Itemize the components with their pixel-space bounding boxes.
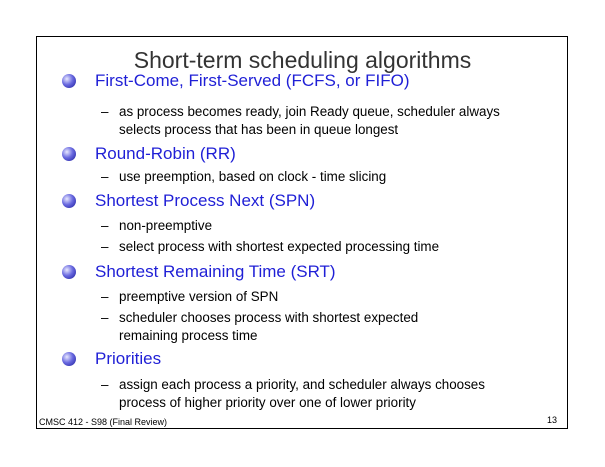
sub-item xyxy=(101,376,526,412)
sub-item-text: non-preemptive xyxy=(119,218,213,233)
slide-title: Short-term scheduling algorithms xyxy=(133,47,472,73)
topic-priorities xyxy=(62,348,161,370)
sub-item xyxy=(101,288,541,306)
bullet-icon xyxy=(62,265,76,279)
footer-course: CMSC 412 - S98 (Final Review) xyxy=(39,417,168,427)
sub-item xyxy=(101,217,541,235)
dash-icon: – xyxy=(101,218,109,233)
dash-icon: – xyxy=(101,310,109,325)
topic-fcfs xyxy=(62,70,410,92)
topic-heading: Priorities xyxy=(95,349,162,368)
sub-item-text: scheduler chooses process with shortest expected remaining process time xyxy=(119,310,419,343)
sub-item-text: select process with shortest expected processing time xyxy=(119,239,440,254)
sub-item xyxy=(101,168,541,186)
sub-item-text: use preemption, based on clock - time slicing xyxy=(119,169,387,184)
topic-spn xyxy=(62,190,315,212)
topic-srt xyxy=(62,261,336,283)
sub-item-text: as process becomes ready, join Ready queue, scheduler always selects process that has been in queue longest xyxy=(119,104,500,137)
dash-icon: – xyxy=(101,239,109,254)
bullet-icon xyxy=(62,194,76,208)
topic-rr xyxy=(62,143,236,165)
sub-item-text: assign each process a priority, and scheduler always chooses process of higher priority over one of lower priority xyxy=(119,377,485,410)
dash-icon: – xyxy=(101,289,109,304)
topic-heading: First-Come, First-Served (FCFS, or FIFO) xyxy=(95,71,410,90)
dash-icon: – xyxy=(101,104,109,119)
bullet-icon xyxy=(62,352,76,366)
topic-heading: Shortest Process Next (SPN) xyxy=(95,191,316,210)
dash-icon: – xyxy=(101,377,109,392)
bullet-icon xyxy=(62,74,76,88)
topic-heading: Round-Robin (RR) xyxy=(95,144,236,163)
topic-heading: Shortest Remaining Time (SRT) xyxy=(95,262,336,281)
bullet-icon xyxy=(62,147,76,161)
page-number: 13 xyxy=(546,415,557,425)
sub-item-text: preemptive version of SPN xyxy=(119,289,279,304)
sub-item xyxy=(101,103,541,139)
sub-item xyxy=(101,238,541,256)
sub-item xyxy=(101,309,461,345)
dash-icon: – xyxy=(101,169,109,184)
